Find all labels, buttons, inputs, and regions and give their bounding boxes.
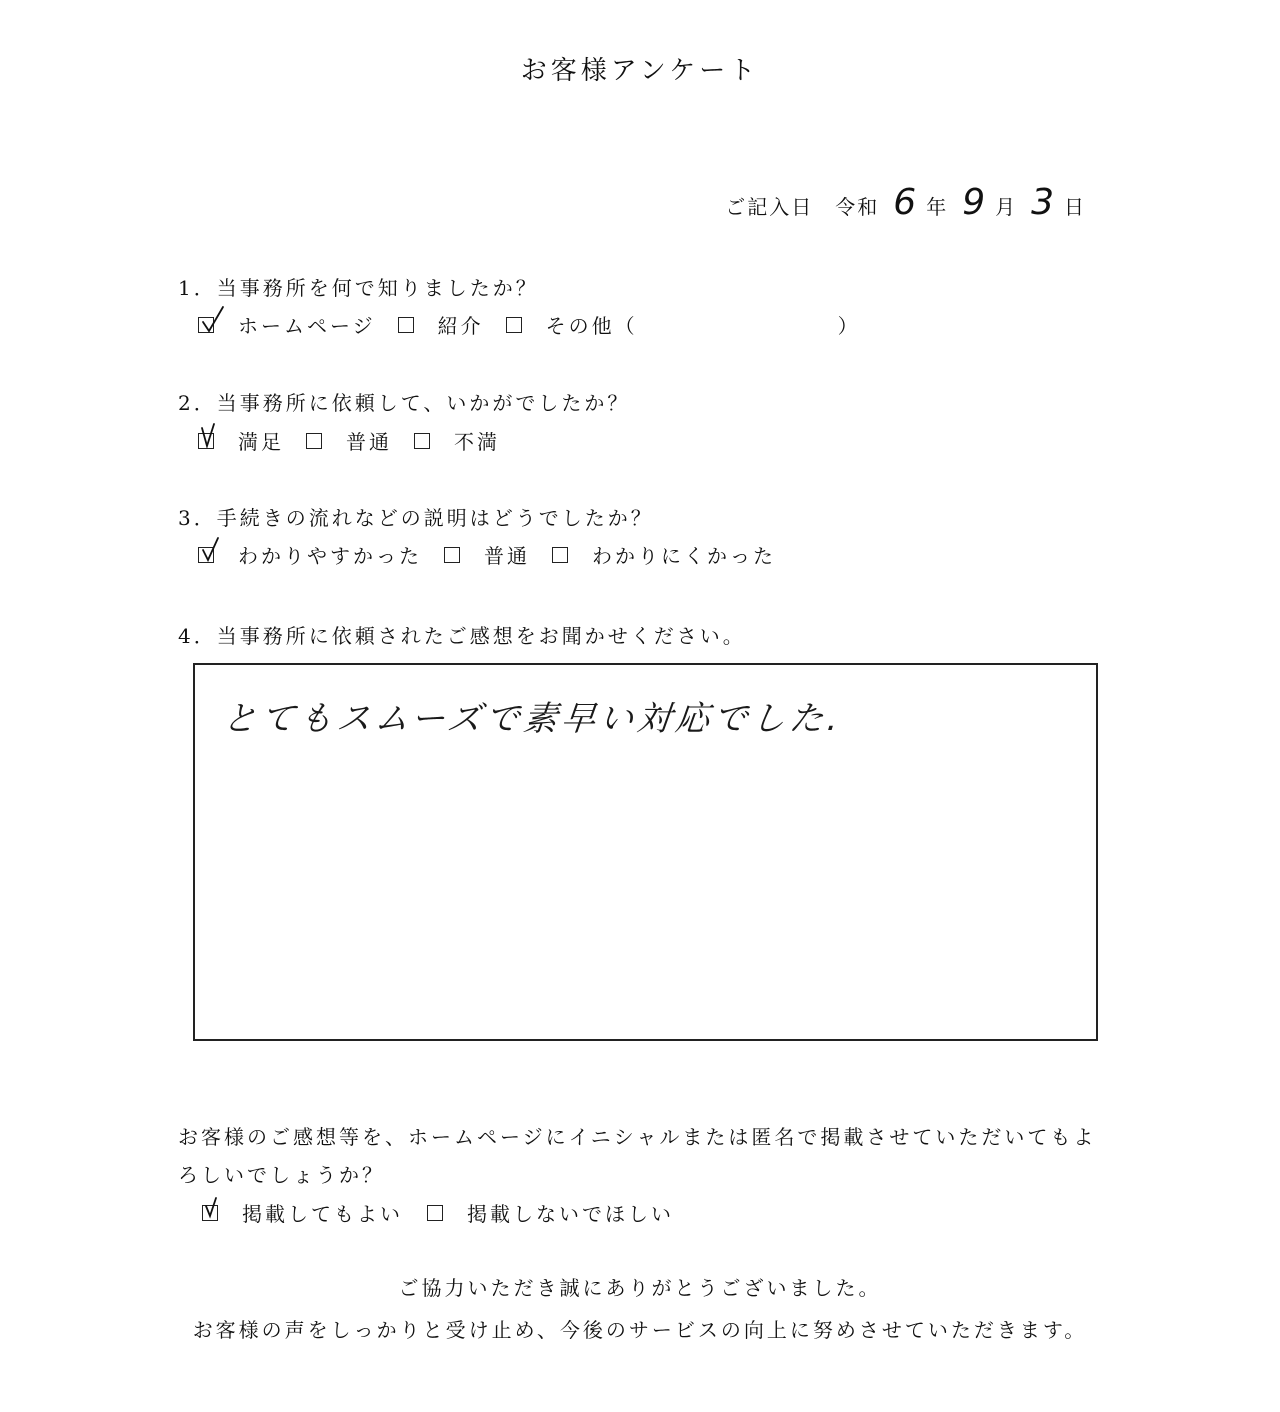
- form-title: お客様アンケート: [520, 56, 760, 86]
- checkmark-icon: [205, 1194, 231, 1222]
- date-era: 令和: [835, 195, 880, 219]
- consent-option-deny[interactable]: [427, 1198, 674, 1227]
- option-label: 掲載してもよい: [242, 1202, 403, 1226]
- q1-option-other[interactable]: [506, 310, 861, 339]
- checkbox[interactable]: [198, 547, 214, 563]
- comment-textarea[interactable]: [193, 663, 1098, 1041]
- checkbox[interactable]: [202, 1205, 218, 1221]
- option-label: その他（: [545, 314, 638, 338]
- option-label: 紹介: [437, 314, 484, 338]
- q4-question: 4．当事務所に依頼されたご感想をお聞かせください。: [178, 624, 746, 648]
- date-row: [725, 182, 1086, 223]
- q1-question: 1．当事務所を何で知りましたか？: [178, 276, 539, 300]
- checkbox[interactable]: [398, 317, 414, 333]
- closing-line-1: ご協力いただき誠にありがとうございました。: [398, 1276, 882, 1300]
- consent-question: お客様のご感想等を、ホームページにイニシャルまたは匿名で掲載させていただいてもよろしいでしょうか？: [178, 1125, 1097, 1187]
- consent-option-allow[interactable]: [202, 1198, 403, 1227]
- option-label: 満足: [238, 430, 284, 454]
- date-month-value[interactable]: 9: [962, 182, 986, 223]
- q1-option-homepage[interactable]: [198, 310, 376, 339]
- date-label: ご記入日: [725, 195, 814, 219]
- closing-line-2: お客様の声をしっかりと受け止め、今後のサービスの向上に努めさせていただきます。: [192, 1318, 1088, 1342]
- other-close-paren: ）: [837, 314, 861, 338]
- checkmark-icon: [201, 306, 227, 334]
- date-day-unit: 日: [1064, 195, 1086, 219]
- option-label: わかりにくかった: [592, 544, 776, 568]
- option-label: 普通: [484, 544, 530, 568]
- checkmark-icon: [201, 422, 227, 450]
- option-label: 普通: [346, 430, 392, 454]
- date-month-unit: 月: [995, 195, 1018, 219]
- q3-option-unclear[interactable]: [552, 540, 776, 569]
- date-year-value[interactable]: 6: [893, 182, 917, 223]
- q2-options: [198, 426, 522, 455]
- checkbox[interactable]: [427, 1205, 443, 1221]
- checkbox[interactable]: [552, 547, 568, 563]
- checkbox[interactable]: [306, 433, 322, 449]
- q1-option-referral[interactable]: [398, 310, 484, 339]
- option-label: わかりやすかった: [238, 544, 422, 568]
- date-day-value[interactable]: 3: [1031, 182, 1054, 223]
- checkbox[interactable]: [506, 317, 522, 333]
- q2-question: 2．当事務所に依頼して、いかがでしたか？: [178, 391, 631, 415]
- option-label: 掲載しないでほしい: [467, 1202, 674, 1226]
- checkmark-icon: [201, 536, 227, 564]
- checkbox[interactable]: [444, 547, 460, 563]
- q3-option-clear[interactable]: [198, 540, 422, 569]
- q1-options: [198, 310, 883, 339]
- consent-options: [202, 1198, 696, 1227]
- checkbox[interactable]: [414, 433, 430, 449]
- q3-question: 3．手続きの流れなどの説明はどうでしたか？: [178, 506, 654, 530]
- date-year-unit: 年: [926, 195, 949, 219]
- q3-option-normal[interactable]: [444, 540, 530, 569]
- handwritten-comment: とてもスムーズで素早い対応でした.: [220, 699, 845, 739]
- option-label: ホームページ: [238, 314, 376, 338]
- q2-option-dissatisfied[interactable]: [414, 426, 500, 455]
- q2-option-satisfied[interactable]: [198, 426, 284, 455]
- q2-option-normal[interactable]: [306, 426, 392, 455]
- checkbox[interactable]: [198, 317, 214, 333]
- option-label: 不満: [454, 430, 500, 454]
- checkbox[interactable]: [198, 433, 214, 449]
- q3-options: [198, 540, 798, 569]
